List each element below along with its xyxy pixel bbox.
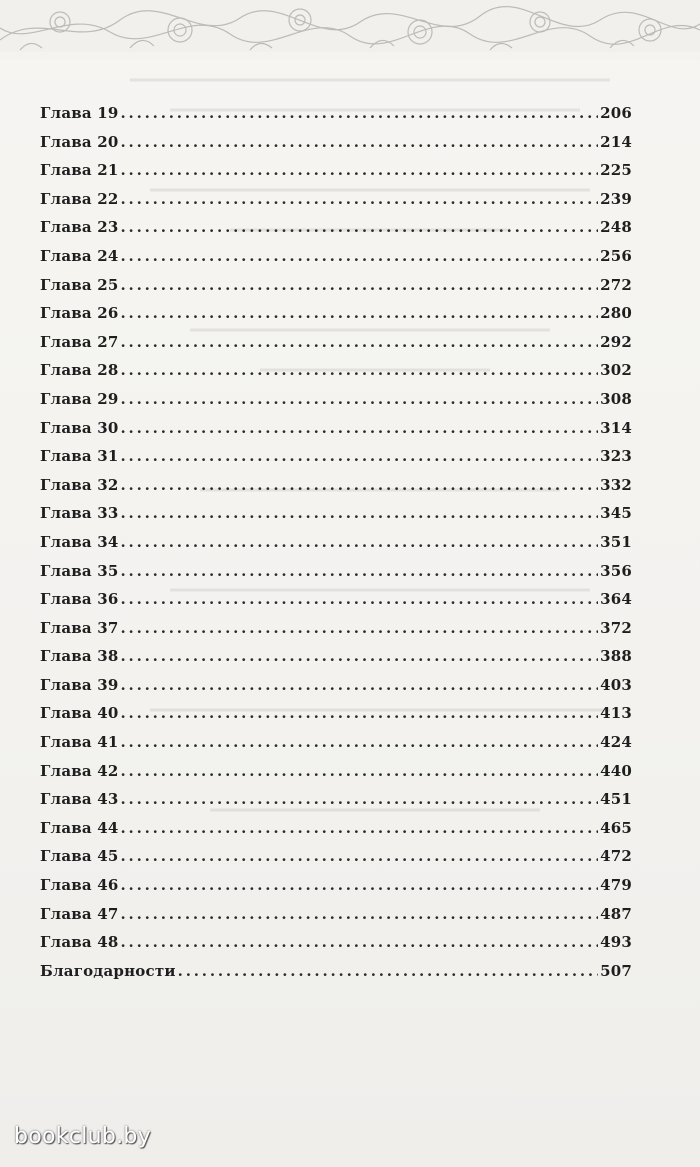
dot-leader [121,390,599,408]
toc-entry [40,647,632,676]
watermark: bookclub.by [14,1124,152,1149]
toc-entry [40,876,632,905]
toc-entry [40,247,632,276]
toc-entry [40,276,632,305]
dot-leader [121,333,599,351]
toc-entry-label: Глава 28 [40,361,119,380]
toc-entry-label: Глава 36 [40,590,119,609]
dot-leader [121,190,599,208]
toc-entry-page-number: 345 [600,504,632,523]
toc-entry-label: Глава 33 [40,504,119,523]
toc-entry-page-number: 280 [600,304,632,323]
toc-entry [40,476,632,505]
toc-entry-label: Глава 19 [40,104,119,122]
toc-entry-page-number: 372 [600,618,632,637]
toc-entry [40,733,632,762]
toc-entry [40,304,632,333]
toc-entry-label: Глава 43 [40,790,119,809]
toc-entry-page-number: 472 [600,847,632,866]
toc-entry-label: Благодарности [40,961,176,980]
toc-entry-page-number: 440 [600,761,632,780]
dot-leader [121,247,599,265]
toc-entry [40,533,632,562]
dot-leader [121,419,599,437]
toc-entry-page-number: 332 [600,475,632,494]
floral-ornament-header [0,0,700,60]
dot-leader [121,905,599,923]
toc-entry-page-number: 225 [600,161,632,180]
dot-leader [121,161,599,179]
table-of-contents [40,104,632,990]
toc-entry [40,190,632,219]
toc-entry [40,704,632,733]
toc-entry-page-number: 314 [600,418,632,437]
toc-entry-label: Глава 35 [40,561,119,580]
dot-leader [121,676,599,694]
toc-entry-label: Глава 40 [40,704,119,723]
toc-entry-label: Глава 21 [40,161,119,180]
toc-entry [40,562,632,591]
toc-entry-page-number: 351 [600,532,632,551]
toc-entry-page-number: 424 [600,733,632,752]
toc-entry-label: Глава 46 [40,876,119,895]
toc-entry [40,905,632,934]
dot-leader [121,847,599,865]
toc-entry-page-number: 308 [600,389,632,408]
toc-entry-page-number: 272 [600,275,632,294]
toc-entry [40,447,632,476]
toc-entry-page-number: 292 [600,332,632,351]
toc-entry-page-number: 487 [600,904,632,923]
toc-entry-page-number: 465 [600,818,632,837]
dot-leader [121,504,599,522]
dot-leader [121,533,599,551]
dot-leader [121,562,599,580]
toc-entry-label: Глава 41 [40,733,119,752]
dot-leader [121,762,599,780]
toc-entry-page-number: 256 [600,246,632,265]
dot-leader [121,133,599,151]
toc-entry-label: Глава 29 [40,389,119,408]
dot-leader [121,619,599,637]
toc-entry-label: Глава 32 [40,475,119,494]
toc-entry-page-number: 323 [600,447,632,466]
toc-entry [40,933,632,962]
toc-entry-page-number: 388 [600,647,632,666]
toc-entry [40,619,632,648]
dot-leader [121,447,599,465]
toc-entry-label: Глава 22 [40,189,119,208]
toc-entry-page-number: 302 [600,361,632,380]
toc-entry [40,504,632,533]
toc-entry [40,161,632,190]
dot-leader [121,704,599,722]
toc-entry [40,590,632,619]
toc-entry-label: Глава 47 [40,904,119,923]
toc-entry [40,333,632,362]
dot-leader [121,819,599,837]
dot-leader [121,876,599,894]
toc-entry [40,104,632,133]
toc-entry-label: Глава 27 [40,332,119,351]
dot-leader [121,790,599,808]
toc-entry [40,762,632,791]
dot-leader [121,361,599,379]
dot-leader [121,590,599,608]
toc-entry-page-number: 413 [600,704,632,723]
toc-entry [40,962,632,991]
toc-entry [40,133,632,162]
dot-leader [121,218,599,236]
toc-entry-label: Глава 34 [40,532,119,551]
toc-entry-page-number: 507 [600,961,632,980]
toc-entry-label: Глава 24 [40,246,119,265]
toc-entry-label: Глава 37 [40,618,119,637]
toc-entry-page-number: 206 [600,104,632,122]
toc-entry-page-number: 403 [600,675,632,694]
toc-entry [40,361,632,390]
toc-entry-page-number: 479 [600,876,632,895]
toc-entry-label: Глава 48 [40,933,119,952]
toc-entry-page-number: 248 [600,218,632,237]
toc-entry-label: Глава 39 [40,675,119,694]
toc-entry-page-number: 451 [600,790,632,809]
dot-leader [121,276,599,294]
toc-entry [40,847,632,876]
dot-leader [121,733,599,751]
dot-leader [121,304,599,322]
toc-entry-label: Глава 44 [40,818,119,837]
toc-entry-page-number: 364 [600,590,632,609]
dot-leader [178,962,598,980]
toc-entry-label: Глава 26 [40,304,119,323]
toc-entry [40,419,632,448]
toc-entry-label: Глава 25 [40,275,119,294]
toc-entry [40,790,632,819]
toc-entry-label: Глава 31 [40,447,119,466]
toc-entry [40,819,632,848]
dot-leader [121,933,599,951]
toc-entry-page-number: 493 [600,933,632,952]
dot-leader [121,104,599,122]
dot-leader [121,476,599,494]
toc-entry-label: Глава 42 [40,761,119,780]
toc-entry-page-number: 239 [600,189,632,208]
toc-entry [40,218,632,247]
toc-entry-label: Глава 20 [40,132,119,151]
toc-entry-page-number: 214 [600,132,632,151]
toc-entry-label: Глава 30 [40,418,119,437]
toc-entry-page-number: 356 [600,561,632,580]
toc-entry [40,390,632,419]
toc-entry-label: Глава 45 [40,847,119,866]
dot-leader [121,647,599,665]
toc-entry [40,676,632,705]
toc-entry-label: Глава 23 [40,218,119,237]
toc-entry-label: Глава 38 [40,647,119,666]
